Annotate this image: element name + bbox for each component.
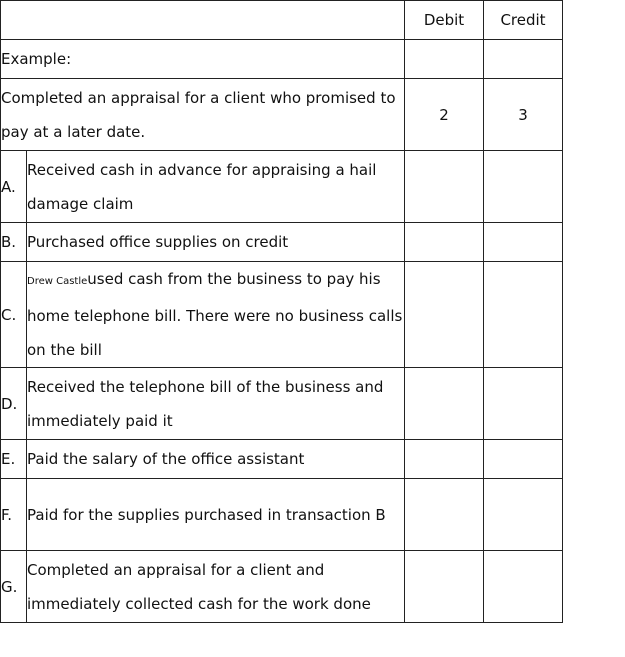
example-debit: 2 [405, 79, 484, 151]
example-label-debit-cell [405, 40, 484, 79]
credit-answer-cell[interactable] [484, 551, 563, 623]
debit-answer-cell[interactable] [405, 151, 484, 223]
row-text: Completed an appraisal for a client and immediately collected cash for the work done [27, 551, 405, 623]
debit-answer-cell[interactable] [405, 368, 484, 440]
row-letter: D. [1, 368, 27, 440]
credit-answer-cell[interactable] [484, 479, 563, 551]
row-text: used cash from the business to pay his home telephone bill. There were no business calls on the bill [27, 270, 403, 359]
example-label: Example: [1, 40, 405, 79]
row-letter: A. [1, 151, 27, 223]
header-row [1, 1, 563, 40]
debit-answer-cell[interactable] [405, 479, 484, 551]
debit-header: Debit [405, 1, 484, 40]
table-row [1, 440, 563, 479]
credit-answer-cell[interactable] [484, 151, 563, 223]
credit-answer-cell[interactable] [484, 440, 563, 479]
debit-answer-cell[interactable] [405, 551, 484, 623]
row-text: Purchased office supplies on credit [27, 223, 405, 262]
table-row [1, 479, 563, 551]
table-row [1, 262, 563, 368]
row-letter: G. [1, 551, 27, 623]
example-row [1, 79, 563, 151]
debit-answer-cell[interactable] [405, 262, 484, 368]
row-letter: C. [1, 262, 27, 368]
example-text: Completed an appraisal for a client who promised to pay at a later date. [1, 79, 405, 151]
person-name: Drew Castle [27, 276, 88, 287]
table-row [1, 223, 563, 262]
row-text: Received cash in advance for appraising a hail damage claim [27, 151, 405, 223]
row-letter: B. [1, 223, 27, 262]
row-text: Paid for the supplies purchased in transaction B [27, 479, 405, 551]
example-label-credit-cell [484, 40, 563, 79]
credit-header: Credit [484, 1, 563, 40]
credit-answer-cell[interactable] [484, 368, 563, 440]
example-label-row [1, 40, 563, 79]
example-credit: 3 [484, 79, 563, 151]
row-text-cell [27, 262, 405, 368]
table-row [1, 368, 563, 440]
row-letter: E. [1, 440, 27, 479]
credit-answer-cell[interactable] [484, 223, 563, 262]
header-blank-cell [1, 1, 405, 40]
debit-answer-cell[interactable] [405, 440, 484, 479]
row-letter: F. [1, 479, 27, 551]
row-text: Paid the salary of the office assistant [27, 440, 405, 479]
table-row [1, 151, 563, 223]
row-text: Received the telephone bill of the business and immediately paid it [27, 368, 405, 440]
debit-answer-cell[interactable] [405, 223, 484, 262]
table-row [1, 551, 563, 623]
credit-answer-cell[interactable] [484, 262, 563, 368]
